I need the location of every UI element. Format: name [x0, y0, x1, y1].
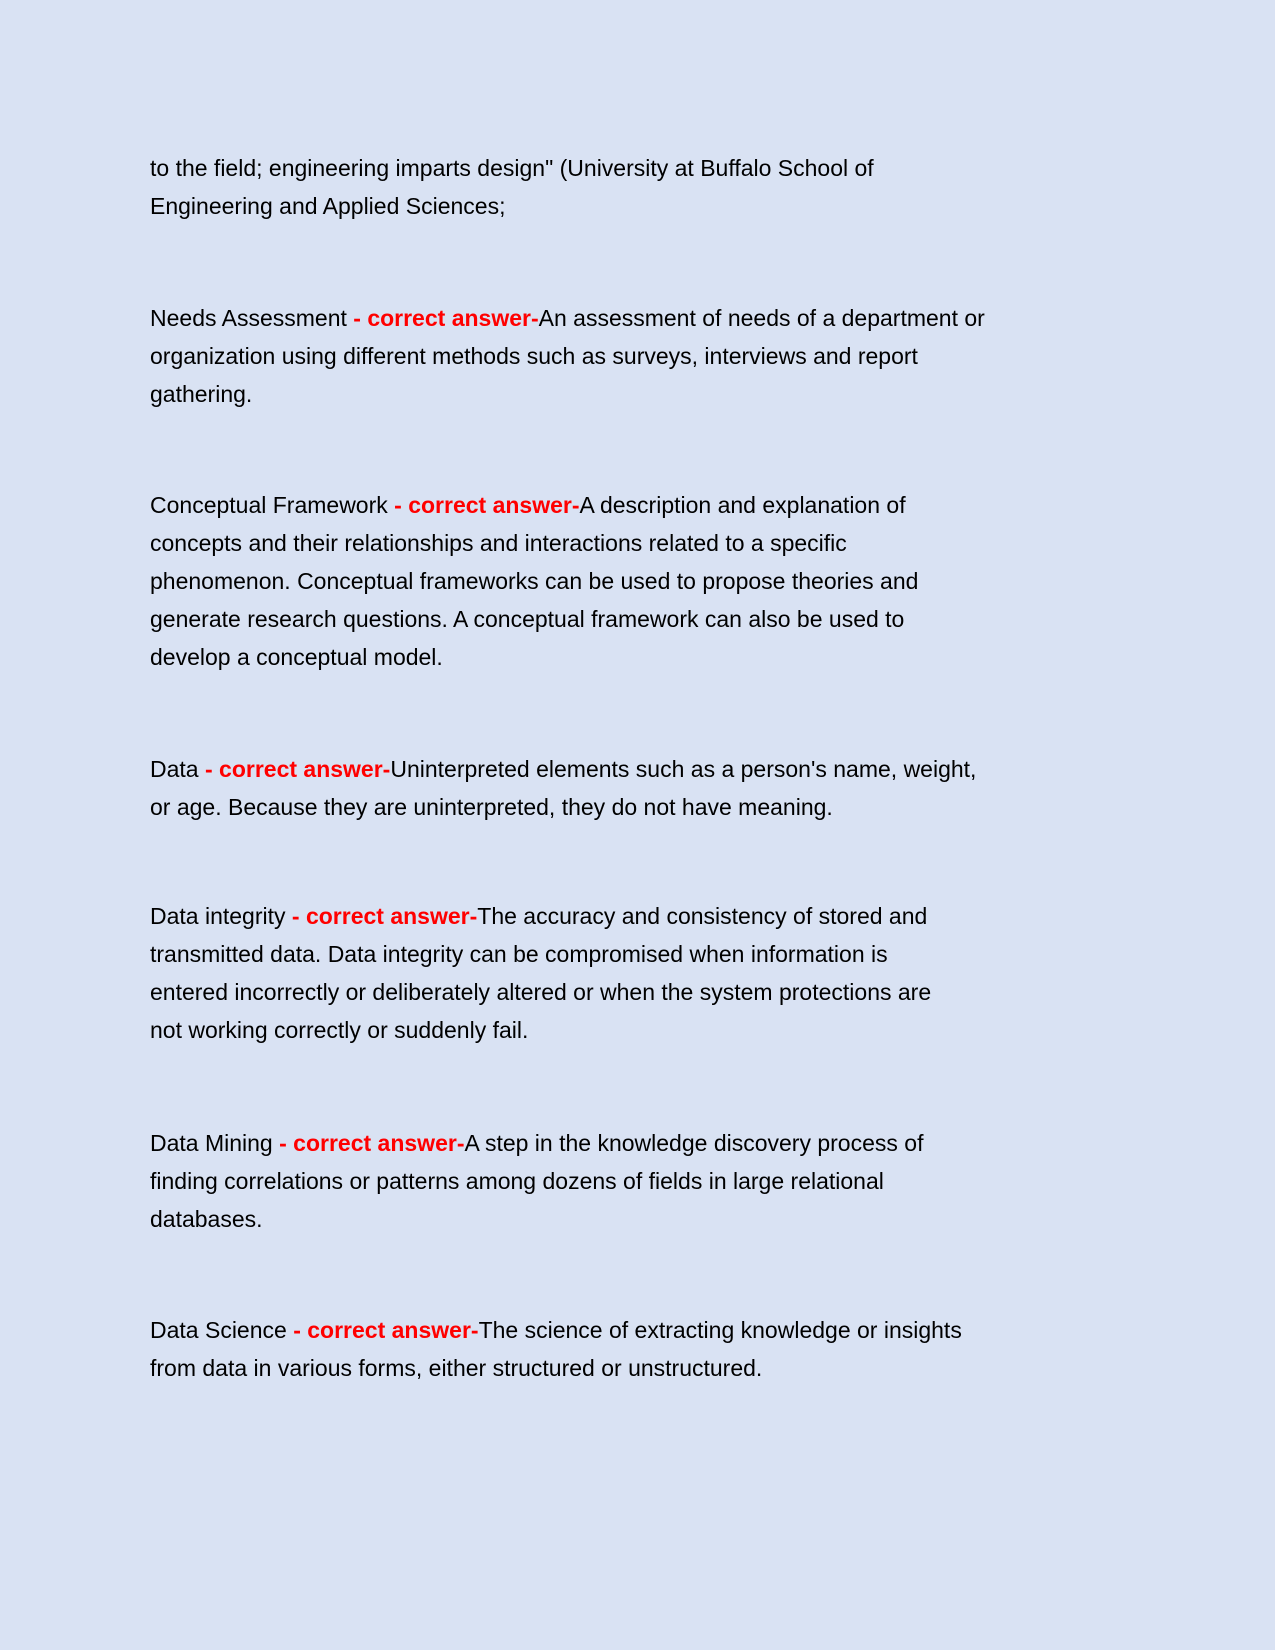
text-line: gathering. [150, 381, 253, 407]
correct-answer-separator: - correct answer- [291, 903, 478, 929]
text-line [150, 750, 1150, 788]
entry-definition: An assessment of needs of a department or [538, 305, 985, 331]
correct-answer-separator: - correct answer- [394, 492, 580, 518]
entry-definition: The science of extracting knowledge or insights [478, 1317, 962, 1343]
entry-term: Data Science [150, 1317, 294, 1343]
text-line: from data in various forms, either structured or unstructured. [150, 1355, 763, 1381]
entry-term: Data integrity [150, 903, 292, 929]
entry-definition: A step in the knowledge discovery process of [464, 1130, 924, 1156]
text-line [150, 486, 1150, 524]
entry-term: Data Mining [150, 1130, 280, 1156]
correct-answer-separator: - correct answer- [293, 1317, 479, 1343]
correct-answer-separator: - correct answer- [204, 756, 391, 782]
correct-answer-separator: - correct answer- [279, 1130, 465, 1156]
text-line: to the field; engineering imparts design" (University at Buffalo School of [150, 155, 874, 181]
glossary-entry [150, 897, 1150, 1049]
text-line [150, 897, 1150, 935]
text-line: organization using different methods such as surveys, interviews and report [150, 343, 918, 369]
intro-paragraph [150, 149, 1150, 225]
text-line: transmitted data. Data integrity can be compromised when information is [150, 941, 888, 967]
text-line: not working correctly or suddenly fail. [150, 1017, 529, 1043]
entry-definition: The accuracy and consistency of stored and [477, 903, 928, 929]
correct-answer-separator: - correct answer- [353, 305, 539, 331]
entry-term: Needs Assessment [150, 305, 354, 331]
glossary-entry [150, 1124, 1150, 1238]
text-line: databases. [150, 1206, 263, 1232]
entry-definition: A description and explanation of [579, 492, 906, 518]
glossary-entry [150, 1311, 1150, 1387]
text-line: entered incorrectly or deliberately altered or when the system protections are [150, 979, 932, 1005]
entry-definition: Uninterpreted elements such as a person's name, weight, [390, 756, 977, 782]
text-line: Engineering and Applied Sciences; [150, 193, 506, 219]
text-line: develop a conceptual model. [150, 644, 443, 670]
text-line: finding correlations or patterns among dozens of fields in large relational [150, 1168, 884, 1194]
glossary-entry [150, 486, 1150, 676]
entry-term: Conceptual Framework [150, 492, 395, 518]
text-line: concepts and their relationships and interactions related to a specific [150, 530, 847, 556]
text-line: phenomenon. Conceptual frameworks can be used to propose theories and [150, 568, 919, 594]
text-line [150, 299, 1150, 337]
glossary-entry [150, 299, 1150, 413]
text-line [150, 1124, 1150, 1162]
glossary-entry [150, 750, 1150, 826]
entry-term: Data [150, 756, 205, 782]
text-line: generate research questions. A conceptual framework can also be used to [150, 606, 905, 632]
text-line [150, 1311, 1150, 1349]
text-line: or age. Because they are uninterpreted, they do not have meaning. [150, 794, 833, 820]
